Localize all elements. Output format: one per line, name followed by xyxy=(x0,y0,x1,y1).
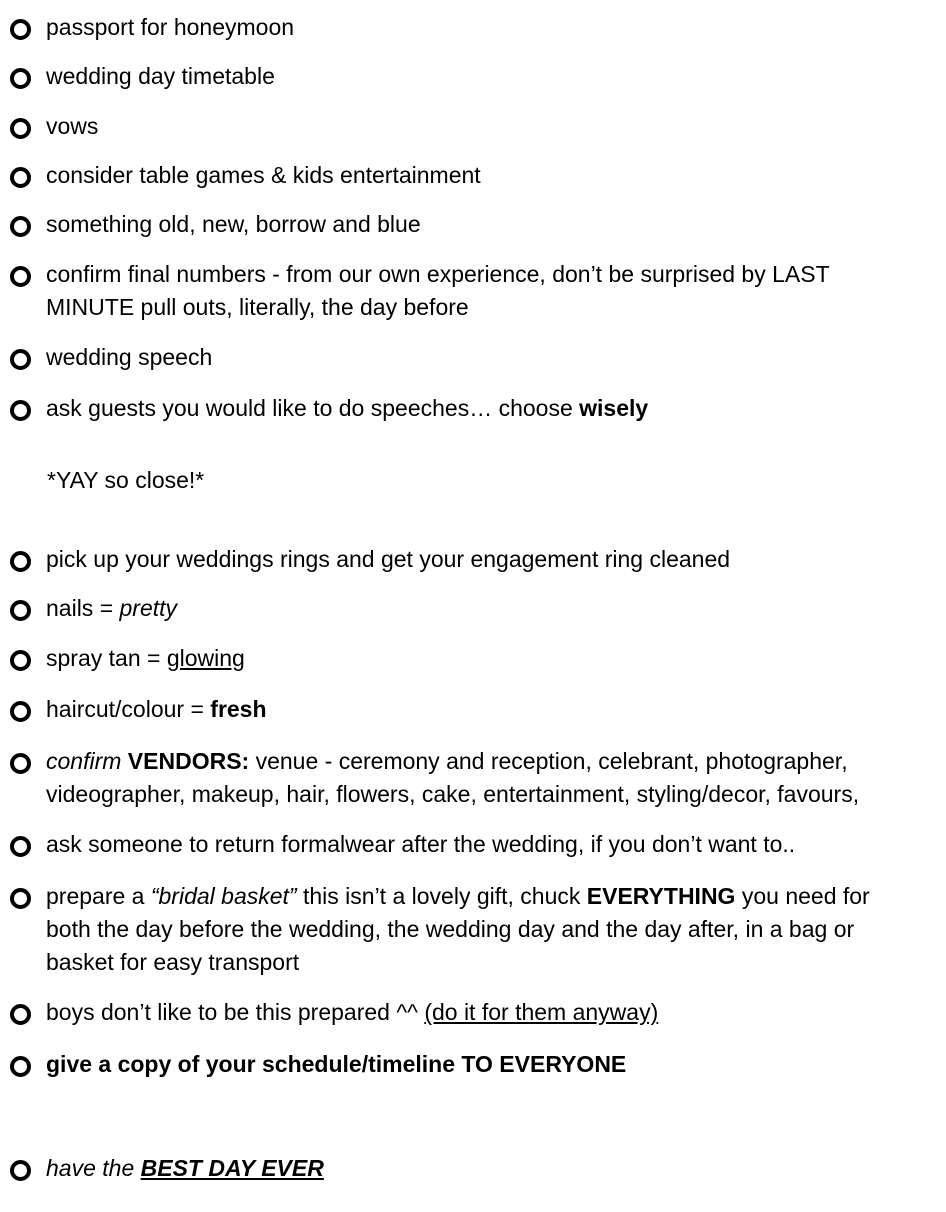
item-text: ask guests you would like to do speeches… choose wisely xyxy=(46,395,649,421)
list-item xyxy=(10,548,910,576)
list-item xyxy=(10,1157,910,1185)
circle-bullet-icon xyxy=(10,650,31,671)
circle-bullet-icon xyxy=(10,1004,31,1025)
item-text: wedding speech xyxy=(46,344,213,370)
list-item xyxy=(10,115,910,143)
item-text: haircut/colour = fresh xyxy=(46,696,267,722)
item-text: vows xyxy=(46,113,99,139)
list-item xyxy=(10,213,910,241)
circle-bullet-icon xyxy=(10,167,31,188)
item-text: passport for honeymoon xyxy=(46,14,295,40)
list-item xyxy=(10,1001,910,1029)
list-item xyxy=(10,647,910,675)
item-text: nails = pretty xyxy=(46,595,178,621)
item-text: confirm final numbers - from our own experience, don’t be surprised by LAST MINUTE pull outs, literally, the day before xyxy=(46,261,830,320)
list-item xyxy=(10,1053,910,1081)
circle-bullet-icon xyxy=(10,349,31,370)
item-text: boys don’t like to be this prepared ^^ (do it for them anyway) xyxy=(46,999,659,1025)
list-item xyxy=(10,397,910,425)
list-item xyxy=(10,698,910,726)
item-text: give a copy of your schedule/timeline TO EVERYONE xyxy=(46,1051,627,1077)
item-text: have the BEST DAY EVER xyxy=(46,1155,324,1181)
circle-bullet-icon xyxy=(10,551,31,572)
list-item xyxy=(10,885,910,979)
item-text: wedding day timetable xyxy=(46,63,275,89)
section-note: *YAY so close!* xyxy=(47,467,205,493)
item-text: consider table games & kids entertainment xyxy=(46,162,481,188)
circle-bullet-icon xyxy=(10,836,31,857)
circle-bullet-icon xyxy=(10,266,31,287)
circle-bullet-icon xyxy=(10,888,31,909)
list-item xyxy=(10,263,910,324)
list-item xyxy=(10,65,910,93)
item-text: confirm VENDORS: venue - ceremony and reception, celebrant, photographer, videographer, makeup, hair, flowers, cake, entertainment, styling/decor, favours, xyxy=(46,748,860,807)
circle-bullet-icon xyxy=(10,118,31,139)
list-item xyxy=(10,16,910,44)
circle-bullet-icon xyxy=(10,19,31,40)
item-text: something old, new, borrow and blue xyxy=(46,211,421,237)
item-text: prepare a “bridal basket” this isn’t a lovely gift, chuck EVERYTHING you need for both the day before the wedding, the wedding day and the day after, in a bag or basket for easy transport xyxy=(46,883,870,975)
circle-bullet-icon xyxy=(10,216,31,237)
circle-bullet-icon xyxy=(10,1160,31,1181)
item-text: pick up your weddings rings and get your engagement ring cleaned xyxy=(46,546,731,572)
circle-bullet-icon xyxy=(10,753,31,774)
list-item xyxy=(10,833,910,861)
list-item xyxy=(10,164,910,192)
list-item xyxy=(10,750,910,811)
circle-bullet-icon xyxy=(10,1056,31,1077)
item-text: spray tan = glowing xyxy=(46,645,245,671)
list-item xyxy=(10,346,910,374)
circle-bullet-icon xyxy=(10,600,31,621)
circle-bullet-icon xyxy=(10,68,31,89)
item-text: ask someone to return formalwear after the wedding, if you don’t want to.. xyxy=(46,831,796,857)
circle-bullet-icon xyxy=(10,701,31,722)
circle-bullet-icon xyxy=(10,400,31,421)
list-item xyxy=(10,597,910,625)
